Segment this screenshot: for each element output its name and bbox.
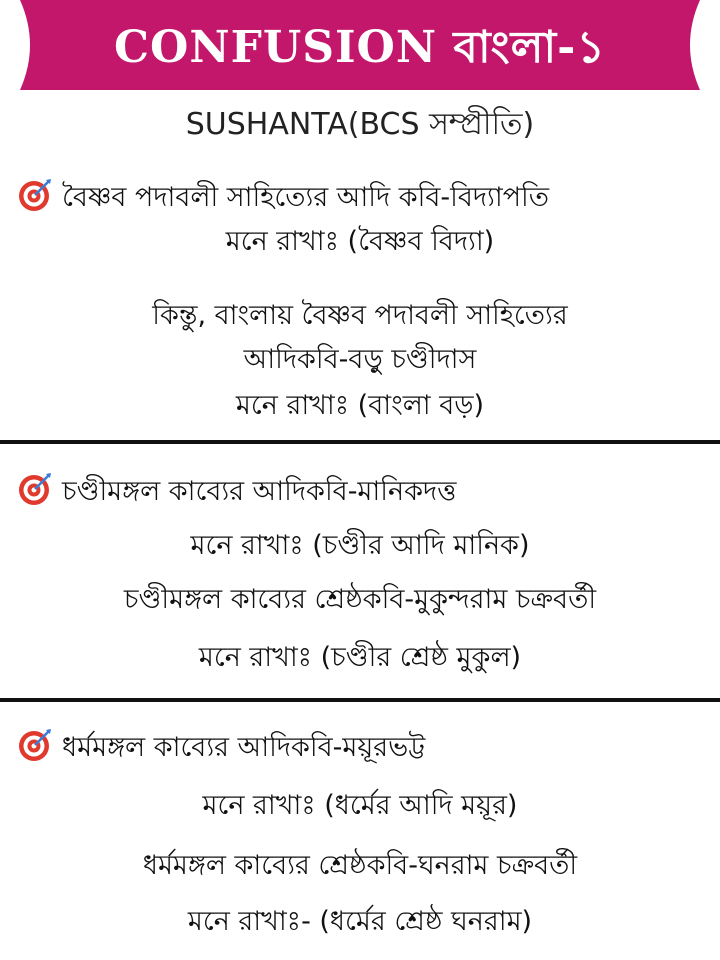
target-dart-icon	[18, 178, 52, 212]
section-heading-text: ধর্মমঙ্গল কাব্যের আদিকবি-ময়ূরভট্ট	[62, 732, 426, 763]
target-dart-icon	[18, 472, 52, 506]
section-2-line-3: মনে রাখাঃ (চণ্ডীর শ্রেষ্ঠ মুকুল)	[198, 642, 522, 673]
section-3-line-2: ধর্মমঙ্গল কাব্যের শ্রেষ্ঠকবি-ঘনরাম চক্রবর্তী	[142, 850, 578, 881]
section-divider	[0, 440, 720, 444]
section-3-heading	[0, 728, 720, 768]
section-1-line-2: কিন্তু, বাংলায় বৈষ্ণব পদাবলী সাহিত্যের	[152, 300, 568, 331]
section-2-heading	[0, 472, 720, 512]
section-2-line-2: চণ্ডীমঙ্গল কাব্যের শ্রেষ্ঠকবি-মুকুন্দরাম চক্রবর্তী	[123, 584, 597, 615]
section-1-line-4: মনে রাখাঃ (বাংলা বড়)	[235, 390, 485, 421]
author-credit: SUSHANTA(BCS সম্প্রীতি)	[185, 107, 535, 142]
section-3-line-1: মনে রাখাঃ (ধর্মের আদি ময়ূর)	[202, 790, 518, 821]
section-3-line-3: মনে রাখাঃ- (ধর্মের শ্রেষ্ঠ ঘনরাম)	[187, 906, 533, 937]
section-1-line-1: মনে রাখাঃ (বৈষ্ণব বিদ্যা)	[225, 226, 495, 257]
target-dart-icon	[18, 728, 52, 762]
title-banner	[0, 0, 720, 100]
section-heading-text: চণ্ডীমঙ্গল কাব্যের আদিকবি-মানিকদত্ত	[62, 476, 457, 507]
section-divider	[0, 698, 720, 702]
section-1-line-3: আদিকবি-বড়ু চণ্ডীদাস	[243, 344, 477, 375]
section-heading-text: বৈষ্ণব পদাবলী সাহিত্যের আদি কবি-বিদ্যাপতি	[62, 182, 550, 213]
banner-title: CONFUSION বাংলা-১	[114, 22, 606, 73]
section-2-line-1: মনে রাখাঃ (চণ্ডীর আদি মানিক)	[190, 530, 530, 561]
section-1-heading	[0, 178, 720, 218]
